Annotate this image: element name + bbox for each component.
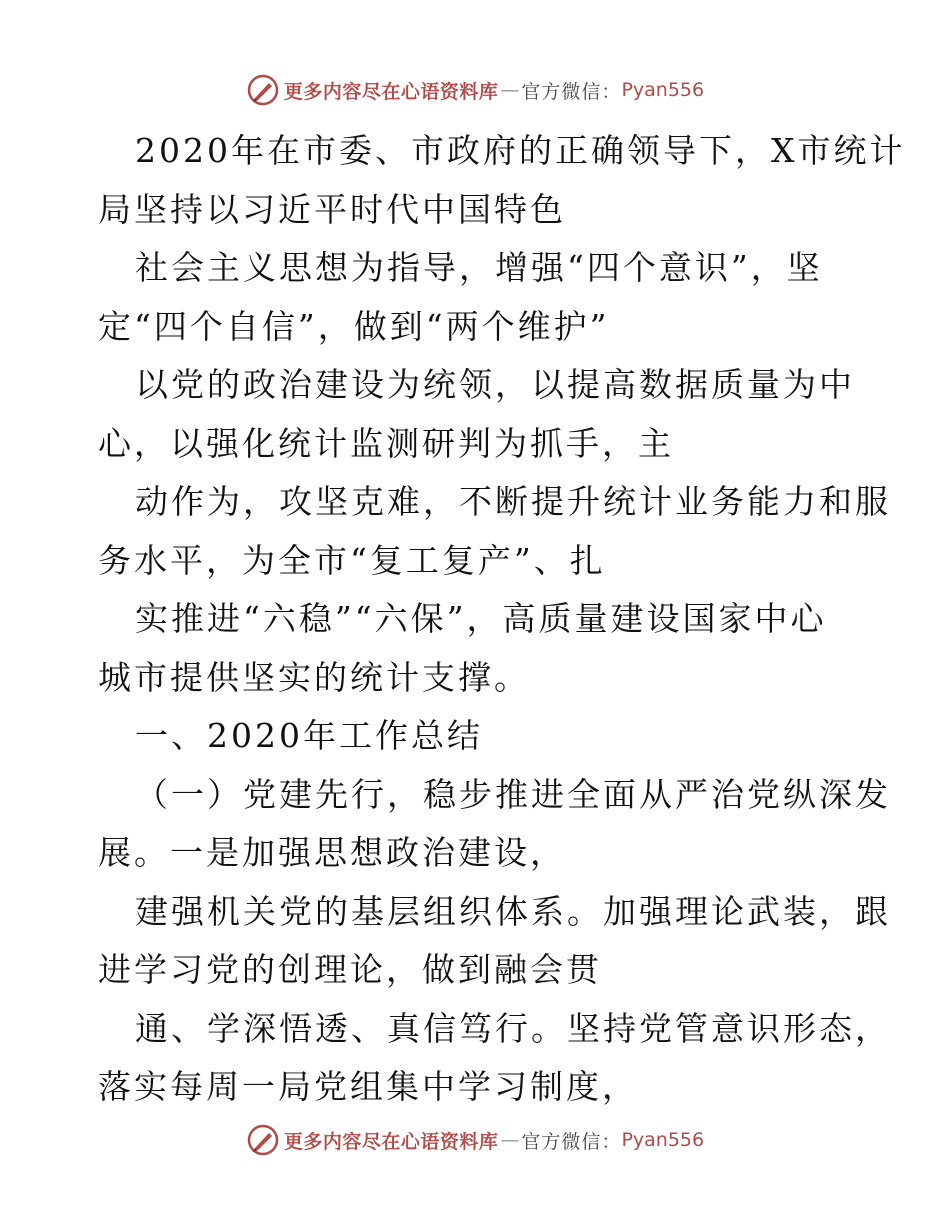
section-heading: 一、2020年工作总结 (135, 716, 483, 755)
pen-logo-icon (246, 73, 280, 107)
banner-official-label: 官方微信： (521, 80, 622, 103)
banner-separator: — (500, 1129, 520, 1151)
text-line: 展。一是加强思想政治建设， (98, 833, 566, 872)
text-line: 城市提供坚实的统计支撑。 (98, 657, 530, 697)
text-line: 动作为，攻坚克难，不断提升统计业务能力和服 (135, 482, 891, 521)
text-line: 定“四个自信”，做到“两个维护” (98, 306, 610, 346)
header-watermark-banner (0, 70, 950, 110)
text-line: 2020年在市委、市政府的正确领导下，X市统计 (135, 131, 906, 170)
banner-wechat-handle: Pyan556 (621, 1129, 705, 1151)
text-line: 务水平，为全市“复工复产”、扎 (98, 540, 606, 580)
text-line: 进学习党的创理论，做到融会贯 (98, 950, 602, 989)
text-line: 落实每周一局党组集中学习制度， (98, 1067, 638, 1106)
text-line: 社会主义思想为指导，增强“四个意识”，坚 (135, 248, 823, 287)
text-line: 实推进“六稳”“六保”，高质量建设国家中心 (135, 599, 827, 638)
text-line: 建强机关党的基层组织体系。加强理论武装，跟 (135, 891, 891, 931)
banner-tagline: 更多内容尽在心语资料库 (283, 1130, 499, 1153)
text-line: 心，以强化统计监测研判为抓手，主 (98, 423, 674, 463)
pen-logo-icon (246, 1123, 280, 1157)
footer-watermark-banner (0, 1120, 950, 1160)
text-line: 通、学深悟透、真信笃行。坚持党管意识形态， (135, 1008, 891, 1048)
subsection-heading: （一）党建先行，稳步推进全面从严治党纵深发 (135, 774, 891, 814)
text-line: 以党的政治建设为统领，以提高数据质量为中 (135, 365, 855, 404)
banner-wechat-handle: Pyan556 (621, 79, 705, 101)
banner-separator: — (500, 79, 520, 101)
document-body (98, 122, 906, 1117)
banner-official-label: 官方微信： (521, 1130, 622, 1153)
text-line: 局坚持以习近平时代中国特色 (98, 189, 566, 229)
banner-tagline: 更多内容尽在心语资料库 (283, 80, 499, 103)
